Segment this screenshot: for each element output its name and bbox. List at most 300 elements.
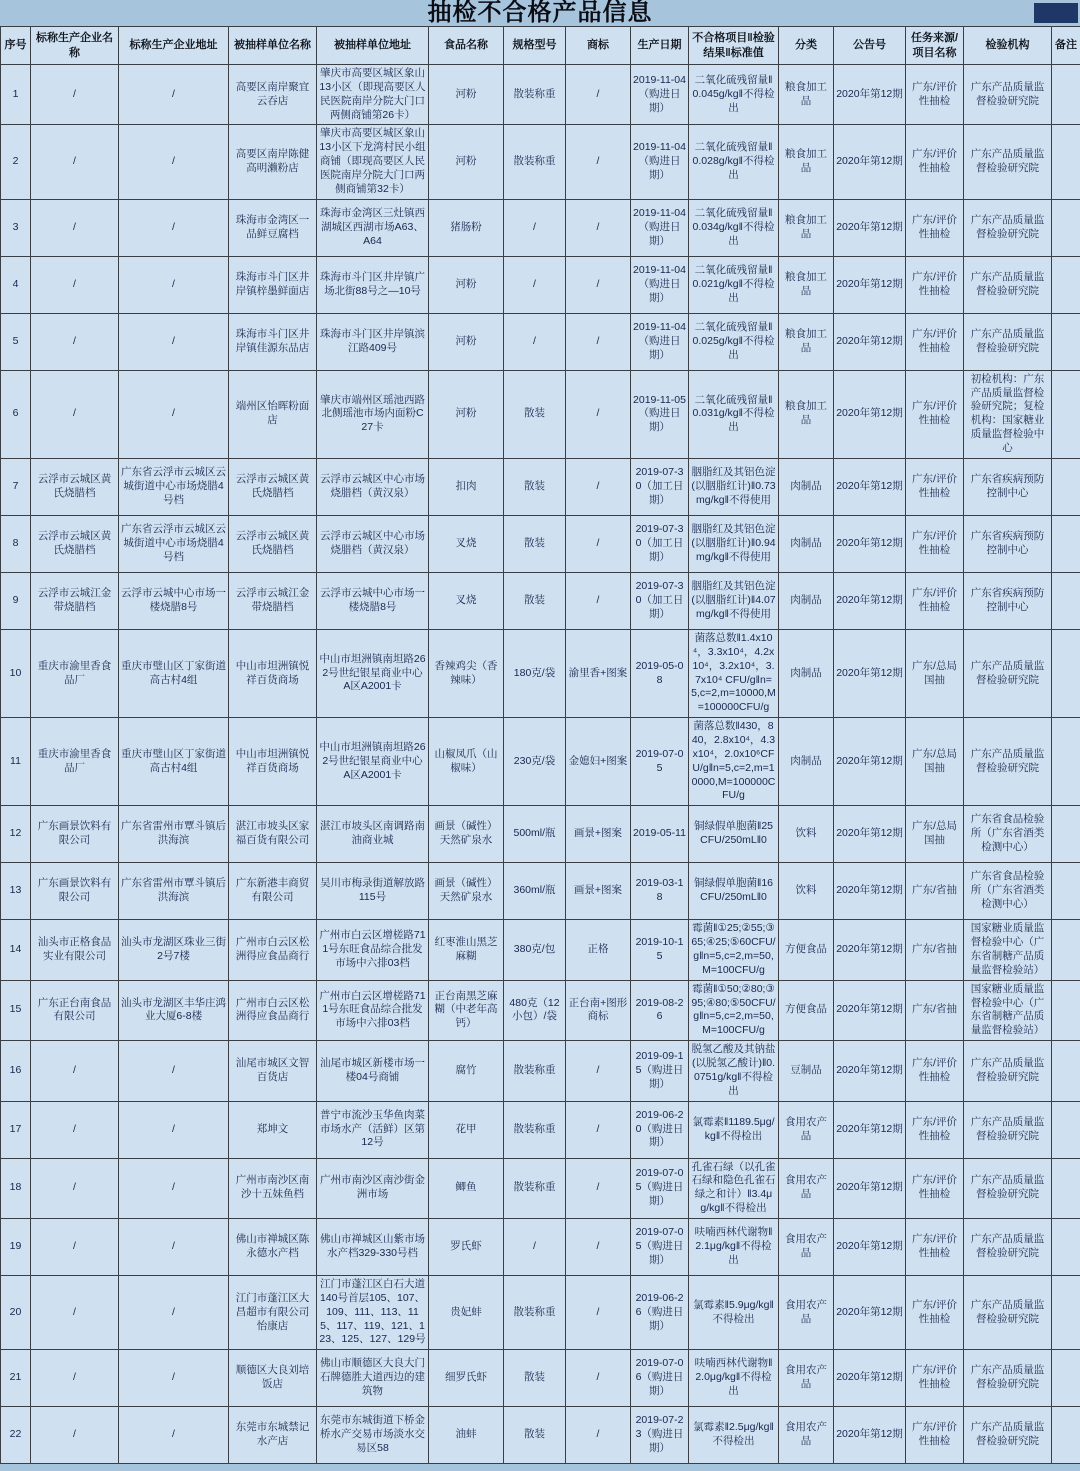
table-cell bbox=[1052, 718, 1080, 806]
table-cell: 鲫鱼 bbox=[429, 1158, 504, 1218]
table-cell bbox=[1052, 980, 1080, 1040]
table-cell: / bbox=[566, 370, 631, 458]
table-cell: 广州市白云区松洲得应食品商行 bbox=[229, 980, 317, 1040]
table-cell: 广东画景饮料有限公司 bbox=[31, 806, 119, 863]
table-cell: 河粉 bbox=[429, 65, 504, 125]
table-cell: 广东产品质量监督检验研究院 bbox=[964, 629, 1052, 717]
table-cell: 食用农产品 bbox=[779, 1407, 834, 1464]
table-cell: 河粉 bbox=[429, 313, 504, 370]
table-cell: / bbox=[119, 256, 229, 313]
table-cell: / bbox=[119, 313, 229, 370]
table-cell: 广东产品质量监督检验研究院 bbox=[964, 1218, 1052, 1275]
table-cell: 2020年第12期 bbox=[834, 1101, 906, 1158]
table-cell: 散装 bbox=[504, 515, 566, 572]
table-row bbox=[1, 1218, 1080, 1275]
column-header: 公告号 bbox=[834, 27, 906, 65]
table-cell: 广东产品质量监督检验研究院 bbox=[964, 125, 1052, 199]
table-cell bbox=[1052, 65, 1080, 125]
table-cell: 广州市白云区松洲得应食品商行 bbox=[229, 920, 317, 980]
table-cell: 氯霉素‖1189.5μg/kg‖不得检出 bbox=[689, 1101, 779, 1158]
table-cell: 云浮市云城区黄氏烧腊档 bbox=[31, 515, 119, 572]
table-cell bbox=[1052, 1218, 1080, 1275]
table-cell: / bbox=[119, 1275, 229, 1349]
table-cell: / bbox=[504, 199, 566, 256]
table-cell: 国家糖业质量监督检验中心（广东省制糖产品质量监督检验站） bbox=[964, 980, 1052, 1040]
table-cell: 广东产品质量监督检验研究院 bbox=[964, 1158, 1052, 1218]
table-cell bbox=[1052, 313, 1080, 370]
table-cell: 广州市白云区增槎路711号东旺食品综合批发市场中六排03档 bbox=[317, 920, 429, 980]
table-cell bbox=[1052, 1275, 1080, 1349]
table-cell: 胭脂红及其铝色淀(以胭脂红计)‖4.07mg/kg‖不得使用 bbox=[689, 572, 779, 629]
table-cell: 金媳妇+图案 bbox=[566, 718, 631, 806]
table-cell: / bbox=[566, 1041, 631, 1101]
table-cell: 二氧化硫残留量‖0.034g/kg‖不得检出 bbox=[689, 199, 779, 256]
table-cell: 2019-09-15（购进日期） bbox=[631, 1041, 689, 1101]
table-row bbox=[1, 806, 1080, 863]
table-cell: 食用农产品 bbox=[779, 1158, 834, 1218]
table-cell: 2019-05-11 bbox=[631, 806, 689, 863]
table-cell: 22 bbox=[1, 1407, 31, 1464]
table-row bbox=[1, 920, 1080, 980]
table-cell bbox=[1052, 1350, 1080, 1407]
table-cell: 18 bbox=[1, 1158, 31, 1218]
table-cell: 广东/总局国抽 bbox=[906, 629, 964, 717]
table-cell: 广东产品质量监督检验研究院 bbox=[964, 1041, 1052, 1101]
table-cell: 2 bbox=[1, 125, 31, 199]
table-cell: 21 bbox=[1, 1350, 31, 1407]
table-cell: 10 bbox=[1, 629, 31, 717]
table-cell: 食用农产品 bbox=[779, 1218, 834, 1275]
table-cell: 呋喃西林代谢物‖2.1μg/kg‖不得检出 bbox=[689, 1218, 779, 1275]
table-cell bbox=[1052, 1407, 1080, 1464]
table-cell: 广东省食品检验所（广东省酒类检测中心） bbox=[964, 863, 1052, 920]
table-cell: 饮料 bbox=[779, 863, 834, 920]
table-row bbox=[1, 572, 1080, 629]
table-cell: 2020年第12期 bbox=[834, 806, 906, 863]
table-cell: 正台南+图形商标 bbox=[566, 980, 631, 1040]
table-cell: 猪肠粉 bbox=[429, 199, 504, 256]
table-cell: / bbox=[31, 199, 119, 256]
table-cell: 粮食加工品 bbox=[779, 125, 834, 199]
table-cell: 2020年第12期 bbox=[834, 1041, 906, 1101]
table-cell: 粮食加工品 bbox=[779, 65, 834, 125]
table-cell: 肇庆市高要区城区象山13小区（即现高要区人民医院南岸分院大门口两侧商铺第26卡） bbox=[317, 65, 429, 125]
table-cell: 广东产品质量监督检验研究院 bbox=[964, 313, 1052, 370]
table-cell: 2019-11-04（购进日期） bbox=[631, 199, 689, 256]
column-header: 被抽样单位名称 bbox=[229, 27, 317, 65]
table-cell: / bbox=[31, 370, 119, 458]
table-cell: 腐竹 bbox=[429, 1041, 504, 1101]
table-cell: 河粉 bbox=[429, 370, 504, 458]
table-cell: 菌落总数‖430，840，2.8x10⁴，4.3x10⁴，2.0x10⁶CFU/g‖n=5,c=2,m=10000,M=100000CFU/g bbox=[689, 718, 779, 806]
table-cell: 画景（碱性）天然矿泉水 bbox=[429, 863, 504, 920]
table-cell: 2020年第12期 bbox=[834, 629, 906, 717]
table-cell: / bbox=[31, 1158, 119, 1218]
table-cell: 2019-03-18 bbox=[631, 863, 689, 920]
table-cell: 云浮市云城区黄氏烧腊档 bbox=[31, 458, 119, 515]
table-cell: / bbox=[31, 1218, 119, 1275]
table-cell: 2019-07-30（加工日期） bbox=[631, 458, 689, 515]
table-cell: 云浮市云城江金带烧腊档 bbox=[229, 572, 317, 629]
table-cell: 15 bbox=[1, 980, 31, 1040]
table-cell: 中山市坦洲镇悦祥百货商场 bbox=[229, 629, 317, 717]
table-row bbox=[1, 370, 1080, 458]
table-cell: 180克/袋 bbox=[504, 629, 566, 717]
table-cell: 顺德区大良刘培饭店 bbox=[229, 1350, 317, 1407]
table-cell: 初检机构：广东产品质量监督检验研究院；复检机构：国家糖业质量监督检验中心 bbox=[964, 370, 1052, 458]
table-cell: 广东省云浮市云城区云城街道中心市场烧腊4号档 bbox=[119, 515, 229, 572]
column-header: 食品名称 bbox=[429, 27, 504, 65]
table-cell: 粮食加工品 bbox=[779, 370, 834, 458]
table-cell: 2020年第12期 bbox=[834, 920, 906, 980]
column-header: 备注 bbox=[1052, 27, 1080, 65]
table-cell: / bbox=[504, 313, 566, 370]
table-cell: 散装称重 bbox=[504, 125, 566, 199]
table-cell: 胭脂红及其铝色淀(以胭脂红计)‖0.94mg/kg‖不得使用 bbox=[689, 515, 779, 572]
table-cell: / bbox=[31, 1101, 119, 1158]
table-cell: 广东产品质量监督检验研究院 bbox=[964, 1275, 1052, 1349]
table-cell: 广东/评价性抽检 bbox=[906, 313, 964, 370]
table-cell: 散装称重 bbox=[504, 1158, 566, 1218]
table-cell: / bbox=[31, 1275, 119, 1349]
table-cell: 花甲 bbox=[429, 1101, 504, 1158]
table-cell: 二氧化硫残留量‖0.045g/kg‖不得检出 bbox=[689, 65, 779, 125]
table-row bbox=[1, 1101, 1080, 1158]
table-cell: 国家糖业质量监督检验中心（广东省制糖产品质量监督检验站） bbox=[964, 920, 1052, 980]
table-cell: 菌落总数‖1.4x10⁴，3.3x10⁴，4.2x10⁴，3.2x10⁴，3.7x10⁴ CFU/g‖n=5,c=2,m=10000,M=100000CFU/g bbox=[689, 629, 779, 717]
table-cell: 广东新港丰商贸有限公司 bbox=[229, 863, 317, 920]
table-cell: 画景+图案 bbox=[566, 863, 631, 920]
table-cell: 17 bbox=[1, 1101, 31, 1158]
table-cell: / bbox=[119, 125, 229, 199]
table-cell: 孔雀石绿（以孔雀石绿和隐色孔雀石绿之和计）‖3.4μg/kg‖不得检出 bbox=[689, 1158, 779, 1218]
table-cell: 2019-11-04（购进日期） bbox=[631, 313, 689, 370]
table-cell: 8 bbox=[1, 515, 31, 572]
table-cell: 中山市坦洲镇南坦路262号世纪银星商业中心A区A2001卡 bbox=[317, 629, 429, 717]
table-cell: / bbox=[566, 1350, 631, 1407]
table-cell: 山椒凤爪（山椒味） bbox=[429, 718, 504, 806]
table-cell: 正格 bbox=[566, 920, 631, 980]
table-cell: 230克/袋 bbox=[504, 718, 566, 806]
table-cell: 2019-08-26 bbox=[631, 980, 689, 1040]
table-cell: 云浮市云城区中心市场烧腊档（黄汉泉） bbox=[317, 458, 429, 515]
column-header: 生产日期 bbox=[631, 27, 689, 65]
table-cell bbox=[1052, 629, 1080, 717]
table-cell: 6 bbox=[1, 370, 31, 458]
table-cell: 铜绿假单胞菌‖16CFU/250mL‖0 bbox=[689, 863, 779, 920]
table-cell: / bbox=[119, 199, 229, 256]
column-header: 序号 bbox=[1, 27, 31, 65]
table-cell: 广东/评价性抽检 bbox=[906, 572, 964, 629]
table-cell: 广东/评价性抽检 bbox=[906, 1158, 964, 1218]
table-cell: 罗氏虾 bbox=[429, 1218, 504, 1275]
table-cell: 霉菌‖①25;②55;③65;④25;⑤60CFU/g‖n=5,c=2,m=50,M=100CFU/g bbox=[689, 920, 779, 980]
table-cell: 广州市南沙区南沙十五妹鱼档 bbox=[229, 1158, 317, 1218]
table-cell: 珠海市金湾区三灶镇西湖城区西湖市场A63、A64 bbox=[317, 199, 429, 256]
column-header: 检验机构 bbox=[964, 27, 1052, 65]
table-cell: 广东/评价性抽检 bbox=[906, 65, 964, 125]
table-cell: 2019-07-05（购进日期） bbox=[631, 1218, 689, 1275]
table-cell: 2019-11-04（购进日期） bbox=[631, 125, 689, 199]
table-cell: 广东产品质量监督检验研究院 bbox=[964, 1407, 1052, 1464]
table-cell: 广州市白云区增槎路711号东旺食品综合批发市场中六排03档 bbox=[317, 980, 429, 1040]
table-cell bbox=[1052, 806, 1080, 863]
table-cell: 广东/总局国抽 bbox=[906, 718, 964, 806]
table-cell: 端州区怡晖粉面店 bbox=[229, 370, 317, 458]
table-cell: 粮食加工品 bbox=[779, 313, 834, 370]
table-cell bbox=[1052, 1101, 1080, 1158]
table-cell: 香辣鸡尖（香辣味） bbox=[429, 629, 504, 717]
table-cell: 氯霉素‖5.9μg/kg‖不得检出 bbox=[689, 1275, 779, 1349]
table-row bbox=[1, 125, 1080, 199]
table-cell: 散装 bbox=[504, 1350, 566, 1407]
table-cell: / bbox=[31, 65, 119, 125]
table-row bbox=[1, 515, 1080, 572]
table-cell: 广东/评价性抽检 bbox=[906, 1350, 964, 1407]
table-cell: 2019-07-05 bbox=[631, 718, 689, 806]
table-cell: 二氧化硫残留量‖0.028g/kg‖不得检出 bbox=[689, 125, 779, 199]
table-cell bbox=[1052, 199, 1080, 256]
table-cell: / bbox=[566, 1101, 631, 1158]
table-cell: 红枣淮山黑芝麻糊 bbox=[429, 920, 504, 980]
table-cell: 重庆市渝里香食品厂 bbox=[31, 629, 119, 717]
table-row bbox=[1, 256, 1080, 313]
table-cell: 2020年第12期 bbox=[834, 1158, 906, 1218]
table-cell: / bbox=[119, 1158, 229, 1218]
table-cell: 珠海市斗门区井岸镇梓墨鲜面店 bbox=[229, 256, 317, 313]
table-cell: 云浮市云城江金带烧腊档 bbox=[31, 572, 119, 629]
table-cell: 2020年第12期 bbox=[834, 718, 906, 806]
table-cell: 重庆市璧山区丁家街道高古村4组 bbox=[119, 718, 229, 806]
table-cell: 2019-07-23（购进日期） bbox=[631, 1407, 689, 1464]
table-cell: 2019-05-08 bbox=[631, 629, 689, 717]
table-cell: 豆制品 bbox=[779, 1041, 834, 1101]
table-cell: 二氧化硫残留量‖0.021g/kg‖不得检出 bbox=[689, 256, 779, 313]
table-cell: 普宁市流沙玉华鱼肉菜市场水产（活鲜）区第12号 bbox=[317, 1101, 429, 1158]
table-row bbox=[1, 458, 1080, 515]
title-bar bbox=[0, 0, 1080, 26]
table-header-row bbox=[1, 27, 1080, 65]
table-row bbox=[1, 1158, 1080, 1218]
table-cell: 2019-07-30（加工日期） bbox=[631, 572, 689, 629]
table-cell: 珠海市斗门区井岸镇滨江路409号 bbox=[317, 313, 429, 370]
table-cell: 画景+图案 bbox=[566, 806, 631, 863]
table-cell: 饮料 bbox=[779, 806, 834, 863]
table-cell: 16 bbox=[1, 1041, 31, 1101]
table-cell: / bbox=[119, 1350, 229, 1407]
table-cell: 东莞市东城禁记水产店 bbox=[229, 1407, 317, 1464]
table-cell: / bbox=[566, 1275, 631, 1349]
table-cell: 广东省疾病预防控制中心 bbox=[964, 515, 1052, 572]
table-cell: 2020年第12期 bbox=[834, 256, 906, 313]
table-cell: / bbox=[566, 458, 631, 515]
table-row bbox=[1, 1041, 1080, 1101]
table-cell: 散装 bbox=[504, 370, 566, 458]
table-row bbox=[1, 65, 1080, 125]
table-cell: 汕尾市城区新楼市场一楼04号商铺 bbox=[317, 1041, 429, 1101]
table-cell: 湛江市坡头区家福百货有限公司 bbox=[229, 806, 317, 863]
table-cell: 高要区南岸聚宜云吞店 bbox=[229, 65, 317, 125]
table-cell: / bbox=[119, 1041, 229, 1101]
table-cell: 方便食品 bbox=[779, 980, 834, 1040]
table-cell: 郑坤文 bbox=[229, 1101, 317, 1158]
table-cell: 珠海市斗门区井岸镇佳源东品店 bbox=[229, 313, 317, 370]
table-cell: 广东/评价性抽检 bbox=[906, 1275, 964, 1349]
table-cell bbox=[1052, 863, 1080, 920]
table-cell bbox=[1052, 572, 1080, 629]
table-cell: 广东/评价性抽检 bbox=[906, 458, 964, 515]
corner-box bbox=[1034, 3, 1078, 23]
table-cell bbox=[1052, 1041, 1080, 1101]
table-row bbox=[1, 980, 1080, 1040]
table-cell: / bbox=[566, 313, 631, 370]
table-cell bbox=[1052, 370, 1080, 458]
table-cell: 重庆市璧山区丁家街道高古村4组 bbox=[119, 629, 229, 717]
table-cell: 中山市坦洲镇南坦路262号世纪银星商业中心A区A2001卡 bbox=[317, 718, 429, 806]
table-cell: 散装称重 bbox=[504, 1041, 566, 1101]
table-cell: 散装称重 bbox=[504, 1101, 566, 1158]
table-cell: 广东/评价性抽检 bbox=[906, 1218, 964, 1275]
table-cell: 2019-07-05（购进日期） bbox=[631, 1158, 689, 1218]
table-cell: 广东/评价性抽检 bbox=[906, 256, 964, 313]
table-row bbox=[1, 1275, 1080, 1349]
table-row bbox=[1, 629, 1080, 717]
table-cell: / bbox=[119, 370, 229, 458]
table-row bbox=[1, 718, 1080, 806]
table-cell: 2020年第12期 bbox=[834, 515, 906, 572]
table-cell: 480克（12小包）/袋 bbox=[504, 980, 566, 1040]
table-cell: 广东/评价性抽检 bbox=[906, 1101, 964, 1158]
table-cell: 广东省疾病预防控制中心 bbox=[964, 458, 1052, 515]
table-cell: / bbox=[31, 1041, 119, 1101]
table-cell: 云浮市云城区黄氏烧腊档 bbox=[229, 515, 317, 572]
table-cell: 2019-10-15 bbox=[631, 920, 689, 980]
table-cell: 广东产品质量监督检验研究院 bbox=[964, 256, 1052, 313]
table-cell: 2019-07-06（购进日期） bbox=[631, 1350, 689, 1407]
table-cell: 江门市蓬江区白石大道140号首层105、107、109、111、113、115、117、119、121、123、125、127、129号 bbox=[317, 1275, 429, 1349]
table-cell: 肉制品 bbox=[779, 572, 834, 629]
table-cell: 散装称重 bbox=[504, 65, 566, 125]
table-cell bbox=[1052, 256, 1080, 313]
table-cell: 广东/评价性抽检 bbox=[906, 125, 964, 199]
table-cell: 广东正台南食品有限公司 bbox=[31, 980, 119, 1040]
table-cell: 二氧化硫残留量‖0.031g/kg‖不得检出 bbox=[689, 370, 779, 458]
table-cell: / bbox=[31, 256, 119, 313]
table-cell: 广东/省抽 bbox=[906, 863, 964, 920]
table-cell: 广东省疾病预防控制中心 bbox=[964, 572, 1052, 629]
table-row bbox=[1, 313, 1080, 370]
table-cell: 东莞市东城街道下桥金桥水产交易市场淡水交易区58 bbox=[317, 1407, 429, 1464]
table-cell: 2020年第12期 bbox=[834, 65, 906, 125]
column-header: 标称生产企业名称 bbox=[31, 27, 119, 65]
table-cell: / bbox=[566, 199, 631, 256]
column-header: 被抽样单位地址 bbox=[317, 27, 429, 65]
table-row bbox=[1, 199, 1080, 256]
table-cell: 广州市南沙区南沙街金洲市场 bbox=[317, 1158, 429, 1218]
table-cell bbox=[1052, 125, 1080, 199]
table-cell: 14 bbox=[1, 920, 31, 980]
table-cell: 食用农产品 bbox=[779, 1101, 834, 1158]
table-cell: 2020年第12期 bbox=[834, 370, 906, 458]
table-cell: 广东/评价性抽检 bbox=[906, 370, 964, 458]
table-cell: 2020年第12期 bbox=[834, 313, 906, 370]
table-cell: 广东产品质量监督检验研究院 bbox=[964, 1350, 1052, 1407]
table-cell: / bbox=[566, 256, 631, 313]
table-cell: 广东省雷州市覃斗镇后洪海滨 bbox=[119, 806, 229, 863]
table-cell: 380克/包 bbox=[504, 920, 566, 980]
table-cell: 油蚌 bbox=[429, 1407, 504, 1464]
table-cell: 散装称重 bbox=[504, 1275, 566, 1349]
table-cell: 肉制品 bbox=[779, 629, 834, 717]
table-cell: / bbox=[31, 1350, 119, 1407]
unqualified-products-table bbox=[0, 26, 1080, 1464]
table-cell: 贵妃蚌 bbox=[429, 1275, 504, 1349]
table-cell: 广东/评价性抽检 bbox=[906, 199, 964, 256]
table-cell: 2020年第12期 bbox=[834, 1350, 906, 1407]
table-cell: 叉烧 bbox=[429, 572, 504, 629]
table-cell: 汕头市正格食品实业有限公司 bbox=[31, 920, 119, 980]
table-cell: 7 bbox=[1, 458, 31, 515]
table-cell: 河粉 bbox=[429, 125, 504, 199]
table-cell: 2019-11-04（购进日期） bbox=[631, 256, 689, 313]
table-cell: 细罗氏虾 bbox=[429, 1350, 504, 1407]
table-cell: / bbox=[566, 515, 631, 572]
table-cell: 2020年第12期 bbox=[834, 125, 906, 199]
table-cell: 二氧化硫残留量‖0.025g/kg‖不得检出 bbox=[689, 313, 779, 370]
table-cell: 食用农产品 bbox=[779, 1350, 834, 1407]
table-cell: 4 bbox=[1, 256, 31, 313]
table-cell: 散装 bbox=[504, 458, 566, 515]
table-cell: 20 bbox=[1, 1275, 31, 1349]
table-cell: 重庆市渝里香食品厂 bbox=[31, 718, 119, 806]
table-cell bbox=[1052, 1158, 1080, 1218]
table-cell: 中山市坦洲镇悦祥百货商场 bbox=[229, 718, 317, 806]
table-cell: / bbox=[566, 1407, 631, 1464]
table-cell: 脱氢乙酸及其钠盐(以脱氢乙酸计)‖0.0751g/kg‖不得检出 bbox=[689, 1041, 779, 1101]
table-cell: 广东产品质量监督检验研究院 bbox=[964, 718, 1052, 806]
table-cell: 19 bbox=[1, 1218, 31, 1275]
table-cell: / bbox=[566, 65, 631, 125]
table-cell: 广东产品质量监督检验研究院 bbox=[964, 199, 1052, 256]
table-cell: 散装 bbox=[504, 1407, 566, 1464]
table-cell: 500ml/瓶 bbox=[504, 806, 566, 863]
table-cell: 广东产品质量监督检验研究院 bbox=[964, 1101, 1052, 1158]
table-cell: 云浮市云城区黄氏烧腊档 bbox=[229, 458, 317, 515]
table-cell bbox=[1052, 458, 1080, 515]
table-cell: / bbox=[504, 1218, 566, 1275]
table-cell: 扣肉 bbox=[429, 458, 504, 515]
table-cell: 正台南黑芝麻糊（中老年高钙） bbox=[429, 980, 504, 1040]
table-cell: / bbox=[31, 313, 119, 370]
table-cell: 佛山市禅城区陈永德水产档 bbox=[229, 1218, 317, 1275]
table-cell: 2020年第12期 bbox=[834, 863, 906, 920]
table-cell: 2019-06-20（购进日期） bbox=[631, 1101, 689, 1158]
table-cell: / bbox=[119, 1101, 229, 1158]
table-cell: 2019-07-30（加工日期） bbox=[631, 515, 689, 572]
table-row bbox=[1, 1407, 1080, 1464]
table-cell: 汕头市龙湖区丰华庄鸿业大厦6-8楼 bbox=[119, 980, 229, 1040]
table-row bbox=[1, 863, 1080, 920]
table-row bbox=[1, 1350, 1080, 1407]
table-cell bbox=[1052, 515, 1080, 572]
table-cell: 方便食品 bbox=[779, 920, 834, 980]
table-cell: 铜绿假单胞菌‖25CFU/250mL‖0 bbox=[689, 806, 779, 863]
table-cell: / bbox=[119, 1218, 229, 1275]
table-cell: 珠海市斗门区井岸镇广场北街88号之—10号 bbox=[317, 256, 429, 313]
table-cell: / bbox=[31, 125, 119, 199]
table-cell: 肇庆市端州区瑶池西路北侧瑶池市场内面粉C27卡 bbox=[317, 370, 429, 458]
table-cell: 2020年第12期 bbox=[834, 1407, 906, 1464]
